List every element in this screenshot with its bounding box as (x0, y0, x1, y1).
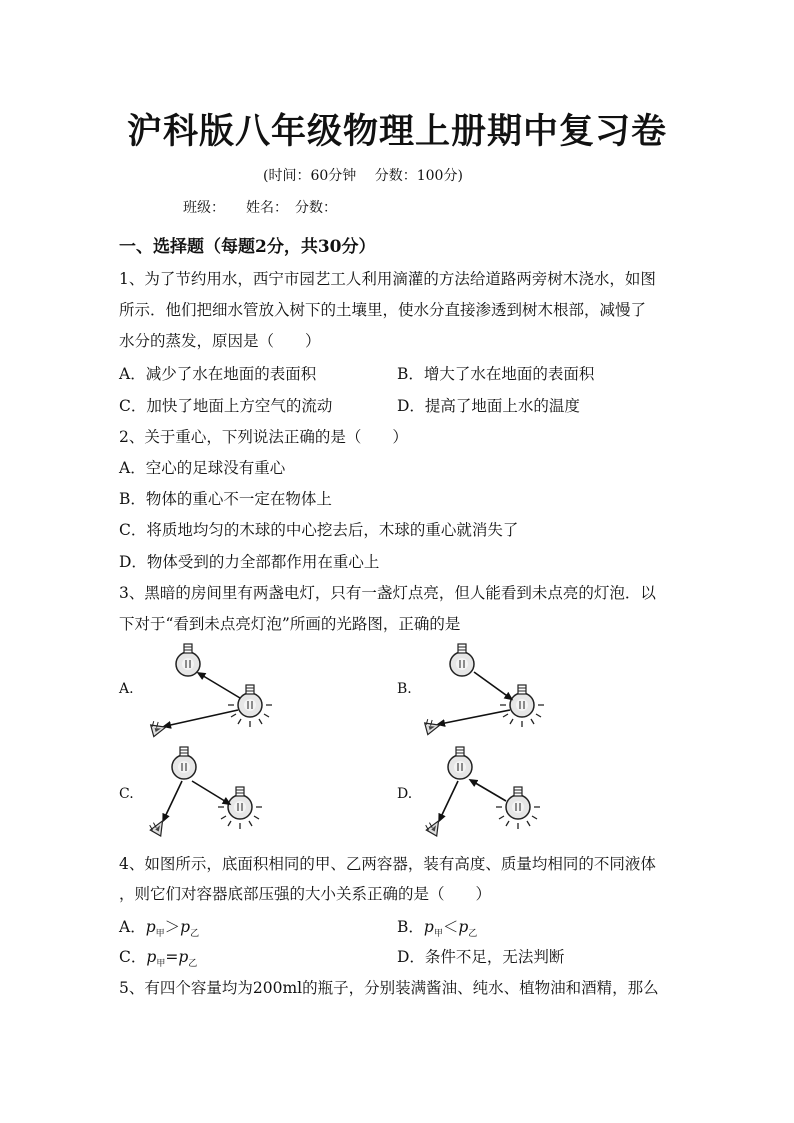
section-heading: 一、选择题（每题2分，共30分） (119, 237, 376, 257)
q2-option-d: D．物体受到的力全部都作用在重心上 (119, 553, 380, 571)
q1-option-a: A．减少了水在地面的表面积 (119, 365, 317, 383)
q2-option-a: A．空心的足球没有重心 (119, 459, 286, 477)
eye-icon (148, 816, 168, 836)
unlit-bulb-icon (448, 747, 472, 779)
eye-icon (150, 718, 167, 736)
q3-line-1: 3、黑暗的房间里有两盏电灯，只有一盏灯点亮，但人能看到未点亮的灯泡．以 (119, 584, 656, 602)
q5-line-1: 5、有四个容量均为200ml的瓶子，分别装满酱油、纯水、植物油和酒精，那么 (119, 979, 659, 997)
q3-figure-d (418, 745, 558, 845)
q1-option-d: D．提高了地面上水的温度 (397, 397, 580, 415)
q3-figure-c (140, 745, 280, 845)
q2-option-c: C．将质地均匀的木球的中心挖去后，木球的重心就消失了 (119, 521, 519, 539)
lit-bulb-icon (228, 787, 252, 819)
q1-option-b: B．增大了水在地面的表面积 (397, 365, 595, 383)
q3-label-b: B. (397, 681, 412, 697)
q1-line-2: 所示．他们把细水管放入树下的土壤里，使水分直接渗透到树木根部，减慢了 (119, 301, 647, 319)
q4-option-b: B．$p_甲<p_乙$ (397, 918, 478, 940)
q4-option-c: C．$p_甲=p_乙$ (119, 948, 198, 970)
exam-time-score: (时间：60分钟 分数：100分) (263, 168, 463, 184)
q3-label-c: C. (119, 786, 134, 802)
lit-bulb-icon (238, 685, 262, 717)
q2-option-b: B．物体的重心不一定在物体上 (119, 490, 332, 508)
lit-bulb-icon (506, 787, 530, 819)
unlit-bulb-icon (176, 644, 200, 676)
exam-title: 沪科版八年级物理上册期中复习卷 (126, 111, 667, 152)
eye-icon (424, 716, 441, 734)
q3-figure-b (418, 640, 558, 740)
q4-option-d: D．条件不足，无法判断 (397, 948, 565, 966)
q1-option-c: C．加快了地面上方空气的流动 (119, 397, 333, 415)
student-info-line: 班级： 姓名： 分数： (183, 200, 337, 216)
q3-label-d: D. (397, 786, 413, 802)
lit-bulb-icon (510, 685, 534, 717)
q2-stem: 2、关于重心，下列说法正确的是（ ） (119, 428, 408, 446)
q1-line-3: 水分的蒸发，原因是（ ） (119, 332, 321, 350)
unlit-bulb-icon (450, 644, 474, 676)
unlit-bulb-icon (172, 747, 196, 779)
q3-line-2: 下对于“看到未点亮灯泡”所画的光路图，正确的是 (119, 615, 461, 633)
q3-label-a: A. (119, 681, 134, 697)
eye-icon (424, 816, 444, 836)
q4-option-a: A．$p_甲>p_乙$ (119, 918, 200, 940)
q3-figure-a (140, 640, 280, 740)
q4-line-2: ，则它们对容器底部压强的大小关系正确的是（ ） (119, 885, 492, 903)
q4-line-1: 4、如图所示，底面积相同的甲、乙两容器，装有高度、质量均相同的不同液体 (119, 855, 656, 873)
q1-line-1: 1、为了节约用水，西宁市园艺工人利用滴灌的方法给道路两旁树木浇水，如图 (119, 270, 656, 288)
